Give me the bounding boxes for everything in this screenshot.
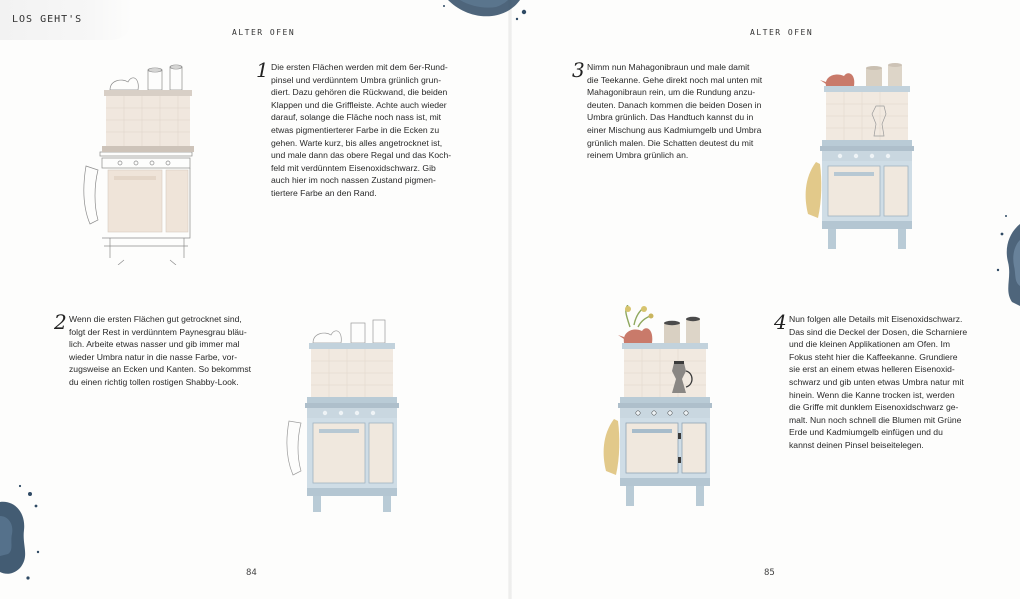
page-number-left: 84 — [246, 568, 257, 578]
step-text-4 — [789, 313, 989, 452]
step-3-line: einer Mischung aus Kadmiumgelb und Umbra — [587, 124, 762, 135]
step-2-line: wieder Umbra natur in die nasse Farbe, vor- — [69, 351, 238, 362]
watercolor-splash-bottom-left — [0, 482, 46, 582]
stove-illustration-step-3 — [800, 60, 920, 255]
step-1-line: auch hier im noch nassen Zustand pigmen- — [271, 175, 436, 186]
step-3-line: die Teekanne. Gehe direkt noch mal unten mit — [587, 74, 763, 85]
step-1-line: gehen. Warte kurz, bis alles angetrocknet ist, — [271, 137, 443, 148]
book-gutter — [508, 0, 512, 599]
step-number-1: 1 — [256, 58, 269, 82]
step-3-line: Umbra grünlich. Das Handtuch kannst du in — [587, 112, 754, 123]
step-text-2 — [69, 313, 269, 389]
watercolor-splash-top — [440, 0, 530, 26]
running-head-left: ALTER OFEN — [232, 28, 296, 37]
step-1-line: etwas pigmentierterer Farbe in die Ecken zu — [271, 124, 440, 135]
step-2-line: du einen richtig tollen rostigen Shabby-Look. — [69, 376, 239, 387]
step-4-line: die Griffe mit dunklem Eisenoxidschwarz ge- — [789, 402, 959, 413]
step-4-line: schwarz und gib unten etwas Umbra natur mit — [789, 376, 964, 387]
step-4-line: Das sind die Deckel der Dosen, die Scharniere — [789, 326, 968, 337]
chapter-tab — [0, 0, 132, 40]
step-2-line: zugsweise an Ecken und Kanten. So bekommst — [69, 364, 252, 375]
step-1-line: pinsel und verdünntem Umbra grünlich grun- — [271, 74, 442, 85]
step-2-line: Wenn die ersten Flächen gut getrocknet sind, — [69, 314, 242, 324]
stove-illustration-step-2 — [285, 315, 405, 515]
step-4-line: malt. Nun noch schnell die Blumen mit Grüne — [789, 414, 962, 425]
watercolor-splash-right — [990, 210, 1020, 310]
step-3-line: Nimm nun Mahagonibraun und male damit — [587, 62, 750, 72]
step-4-line: kannst deinen Pinsel beiseitelegen. — [789, 439, 924, 450]
step-number-3: 3 — [572, 58, 585, 82]
step-text-1 — [271, 61, 471, 200]
step-3-line: grünlich malen. Die Schatten deutest du mit — [587, 137, 754, 148]
stove-illustration-step-4 — [598, 305, 723, 510]
step-3-line: reinem Umbra grünlich an. — [587, 150, 689, 161]
step-3-line: Mahagonibraun rein, um die Rundung anzu- — [587, 87, 756, 98]
step-4-line: hinein. Wenn die Kanne trocken ist, werden — [789, 389, 955, 400]
step-2-line: folgt der Rest in verdünntem Paynesgrau bläu- — [69, 326, 247, 337]
step-1-line: diert. Dazu gehören die Rückwand, die beiden — [271, 87, 448, 98]
step-number-2: 2 — [54, 310, 67, 334]
stove-illustration-step-1 — [80, 60, 200, 265]
step-1-line: feld mit verdünntem Eisenoxidschwarz. Gib — [271, 162, 436, 173]
step-4-line: Fokus steht hier die Kaffeekanne. Grundiere — [789, 351, 958, 362]
step-3-line: deuten. Danach kommen die beiden Dosen in — [587, 99, 762, 110]
step-number-4: 4 — [774, 310, 787, 334]
step-1-line: Klappen und die Griffleiste. Achte auch wieder — [271, 99, 447, 110]
step-4-line: Nun folgen alle Details mit Eisenoxidschwarz. — [789, 314, 963, 324]
step-text-3 — [587, 61, 787, 162]
step-4-line: sie erst an einem etwas helleren Eisenoxid- — [789, 364, 955, 375]
page-number-right: 85 — [764, 568, 775, 578]
step-2-line: lich. Arbeite etwas nasser und gib immer mal — [69, 339, 240, 350]
step-1-line: Die ersten Flächen werden mit dem 6er-Rund- — [271, 62, 448, 72]
step-1-line: darauf, solange die Fläche noch nass ist, mit — [271, 112, 442, 123]
step-1-line: tiertere Farbe an den Rand. — [271, 187, 377, 198]
step-1-line: und male dann das obere Regal und das Koch- — [271, 150, 452, 161]
step-4-line: und die kleinen Applikationen am Ofen. Im — [789, 339, 950, 350]
step-4-line: Erde und Kadmiumgelb einfügen und du — [789, 427, 943, 438]
running-head-right: ALTER OFEN — [750, 28, 814, 37]
chapter-tab-label: LOS GEHT'S — [12, 14, 83, 25]
